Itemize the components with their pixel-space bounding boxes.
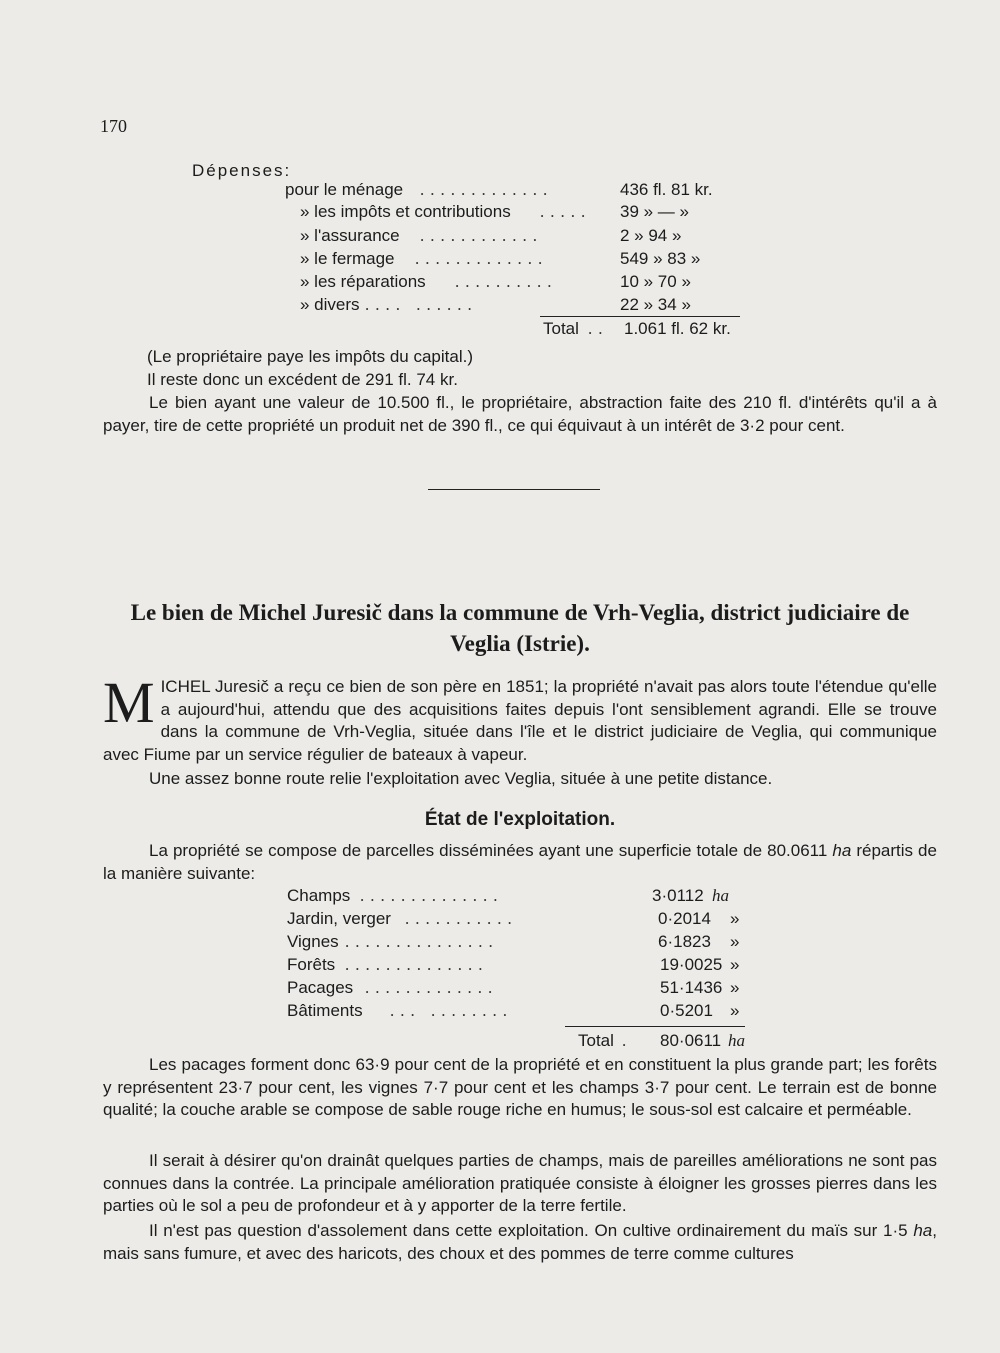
assolement-text-b: , mais sans fumure, et avec des haricots, des choux et des pommes de terre comme cultures (103, 1221, 937, 1263)
depense-total-row (0, 319, 1000, 342)
parcelle-value: 0·5201 (660, 1001, 713, 1020)
assolement-text-a: Il n'est pas question d'assolement dans cette exploitation. On cultive ordinairement du maïs sur 1·5 (149, 1221, 908, 1240)
parcelle-label: Champs (287, 886, 351, 905)
parcelle-label: Jardin, verger (287, 909, 391, 928)
parcelle-row (0, 978, 1000, 1001)
leader-dots: .............. (360, 886, 504, 905)
note-excedent: Il reste donc un excédent de 291 fl. 74 kr. (147, 370, 458, 389)
total-label: Total (543, 319, 579, 338)
depense-label: » l'assurance (300, 226, 400, 245)
parcelle-unit: ha (712, 886, 729, 905)
depense-row (0, 249, 1000, 272)
unit-ha: ha (913, 1221, 933, 1240)
depense-amount: 39 » — » (620, 202, 689, 221)
leader-dots: ..... (540, 202, 592, 221)
dropcap-letter: M (103, 670, 155, 735)
depense-label: pour le ménage (285, 180, 404, 199)
etat-intro-end: répartis de la manière suivante: (103, 841, 937, 883)
route-paragraph: Une assez bonne route relie l'exploitation avec Veglia, située à une petite distance. (149, 769, 773, 788)
depenses-heading: Dépenses: (192, 161, 292, 180)
total-rule (540, 316, 740, 317)
assolement-paragraph (103, 1220, 937, 1265)
depense-row (0, 272, 1000, 295)
parcelle-row (0, 955, 1000, 978)
depense-label: » le fermage (300, 249, 395, 268)
leader-dots: .............. (345, 955, 489, 974)
leader-dots: .......... (455, 272, 558, 291)
parcelle-row (0, 909, 1000, 932)
parcelle-label: Bâtiments (287, 1001, 363, 1020)
parcelle-row (0, 1001, 1000, 1024)
parcelle-row (0, 932, 1000, 955)
leader-dots: .... ...... (365, 295, 478, 314)
section-title: Le bien de Michel Juresič dans la commune de Vrh-Veglia, district judiciaire de Veglia (Istrie). (130, 600, 910, 656)
parcelle-total-row (0, 1031, 1000, 1054)
page-number: 170 (100, 116, 127, 136)
note-capital: (Le propriétaire paye les impôts du capital.) (147, 347, 473, 366)
total-value: 1.061 fl. 62 kr. (624, 319, 731, 338)
depense-row (0, 202, 1000, 225)
leader-dots: ............. (415, 249, 549, 268)
leader-dots: ............ (420, 226, 543, 245)
total-unit: ha (728, 1031, 745, 1050)
parcelle-unit: » (730, 932, 740, 951)
leader-dots: . (622, 1031, 633, 1050)
parcelle-unit: » (730, 909, 740, 928)
pacages-paragraph: Les pacages forment donc 63·9 pour cent de la propriété et en constituent la plus grande part; les forêts y représentent 23·7 pour cent, les vignes 7·7 pour cent et les champs 3·7 pour cent. Le terrain est de bonne qualité; la couche arable se compose de sable rouge riche en humus; le sous-sol est calcaire et perméable. (103, 1055, 937, 1119)
leader-dots: ............. (365, 978, 499, 997)
etat-intro (103, 840, 937, 885)
depense-label: » les réparations (300, 272, 426, 291)
total-rule (565, 1026, 745, 1027)
etat-title: État de l'exploitation. (424, 809, 616, 830)
leader-dots: .. (588, 319, 609, 338)
section-divider (428, 489, 600, 490)
depense-label: » les impôts et contributions (300, 202, 511, 221)
parcelle-unit: » (730, 1001, 740, 1020)
parcelle-label: Forêts (287, 955, 336, 974)
leader-dots: ............. (420, 180, 554, 199)
intro-text: ICHEL Juresič a reçu ce bien de son père en 1851; la propriété n'avait pas alors toute l'étendue qu'elle a aujourd'hui, attendu que des acquisitions faites depuis l'ont sensiblement agrandi. Elle se trouve dans la commune de Vrh-Veglia, située dans l'île et le district judiciaire de Veglia, qui communique avec Fiume par un service régulier de bateaux à vapeur. (103, 677, 937, 764)
depense-label: » divers (300, 295, 360, 314)
parcelle-label: Pacages (287, 978, 354, 997)
leader-dots: ........... (405, 909, 518, 928)
parcelle-unit: » (730, 978, 740, 997)
unit-ha: ha (832, 841, 852, 860)
total-value: 80·0611 (660, 1031, 722, 1050)
note-valeur: Le bien ayant une valeur de 10.500 fl., le propriétaire, abstraction faite des 210 fl. d'intérêts qu'il a à payer, tire de cette propriété un produit net de 390 fl., ce qui équivaut à un intérêt de 3·2 pour cent. (103, 393, 937, 435)
parcelle-row (0, 886, 1000, 909)
parcelle-unit: » (730, 955, 740, 974)
parcelle-value: 6·1823 (658, 932, 711, 951)
parcelle-value: 51·1436 (660, 978, 723, 997)
depense-amount: 2 » 94 » (620, 226, 682, 245)
depense-row (0, 295, 1000, 318)
depense-amount: 22 » 34 » (620, 295, 691, 314)
leader-dots: ............... (345, 932, 499, 951)
parcelle-value: 3·0112 (652, 886, 704, 905)
total-label: Total (578, 1031, 614, 1050)
depense-amount: 436 fl. 81 kr. (620, 180, 713, 199)
intro-paragraph (103, 670, 937, 766)
depense-row (0, 180, 1000, 203)
depense-row (0, 226, 1000, 249)
parcelle-value: 0·2014 (658, 909, 711, 928)
parcelle-value: 19·0025 (660, 955, 723, 974)
parcelle-label: Vignes (287, 932, 339, 951)
etat-intro-text: La propriété se compose de parcelles disséminées ayant une superficie totale de 80.0611 (149, 841, 828, 860)
depense-amount: 10 » 70 » (620, 272, 691, 291)
leader-dots: ... ........ (390, 1001, 513, 1020)
drainage-paragraph: Il serait à désirer qu'on drainât quelques parties de champs, mais de pareilles améliorations ne sont pas connues dans la contrée. La principale amélioration pratiquée consiste à éloigner les grosses pierres dans les parties où le sol a peu de profondeur et à y apporter de la terre fertile. (103, 1151, 937, 1215)
depense-amount: 549 » 83 » (620, 249, 701, 268)
